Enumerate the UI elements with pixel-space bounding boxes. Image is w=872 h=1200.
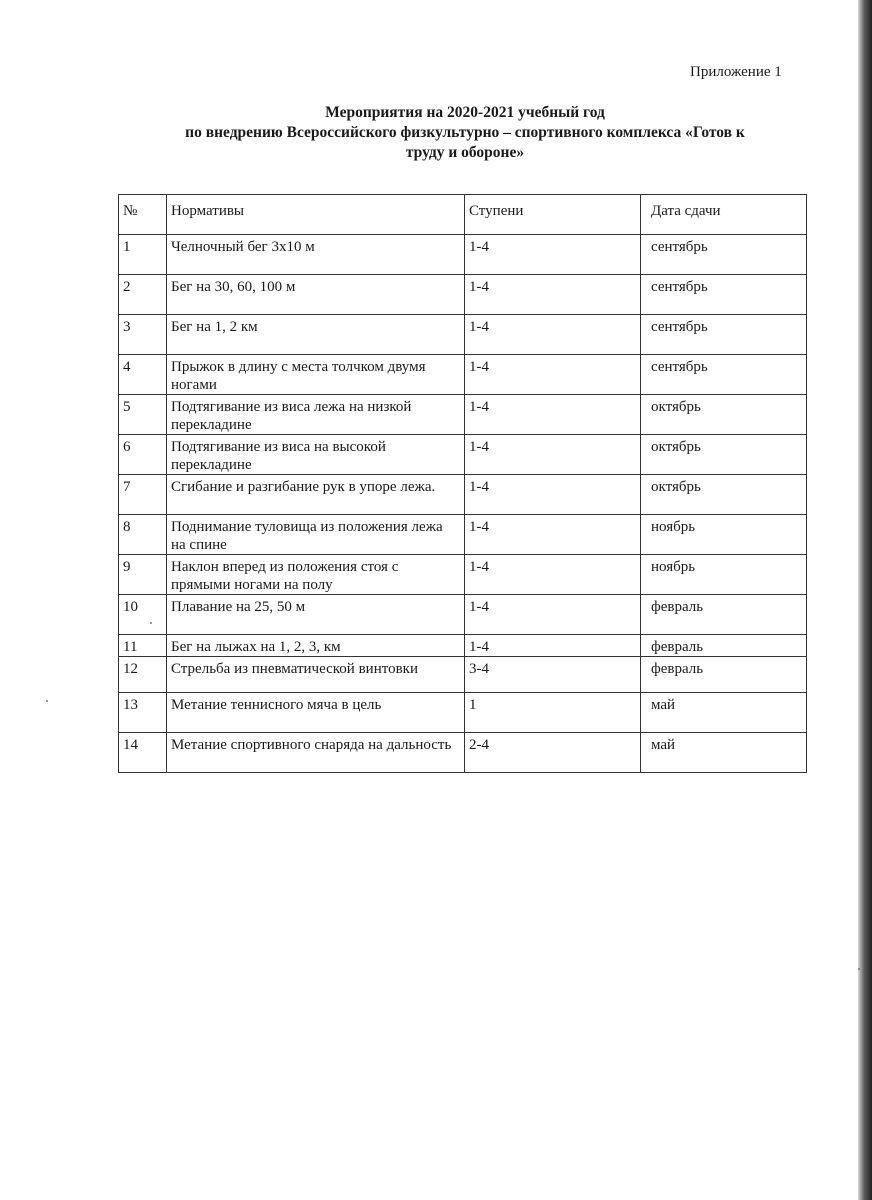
row-level: 1 <box>465 693 641 733</box>
row-name: Сгибание и разгибание рук в упоре лежа. <box>167 475 465 515</box>
document-title <box>140 103 790 163</box>
row-name: Челночный бег 3х10 м <box>167 235 465 275</box>
row-date: сентябрь <box>641 275 807 315</box>
row-level: 3-4 <box>465 657 641 693</box>
row-level: 1-4 <box>465 395 641 435</box>
row-date: май <box>641 693 807 733</box>
row-name: Метание спортивного снаряда на дальность <box>167 733 465 773</box>
table-row <box>119 635 807 657</box>
row-name: Подтягивание из виса на высокой перекладине <box>167 435 465 475</box>
title-line-1: Мероприятия на 2020-2021 учебный год <box>325 104 605 121</box>
row-date: октябрь <box>641 475 807 515</box>
row-level: 1-4 <box>465 355 641 395</box>
table-row <box>119 235 807 275</box>
row-level: 1-4 <box>465 275 641 315</box>
table-header-row <box>119 195 807 235</box>
table-row <box>119 555 807 595</box>
header-num: № <box>119 195 167 235</box>
scan-speck <box>150 622 152 624</box>
table-row <box>119 693 807 733</box>
row-num: 7 <box>119 475 167 515</box>
norms-table <box>118 194 807 773</box>
table-row <box>119 435 807 475</box>
row-date: ноябрь <box>641 515 807 555</box>
row-num: 4 <box>119 355 167 395</box>
row-name: Поднимание туловища из положения лежа на спине <box>167 515 465 555</box>
row-date: февраль <box>641 657 807 693</box>
row-name: Стрельба из пневматической винтовки <box>167 657 465 693</box>
table-row <box>119 595 807 635</box>
table-row <box>119 395 807 435</box>
row-level: 1-4 <box>465 235 641 275</box>
row-num: 11 <box>119 635 167 657</box>
row-name: Подтягивание из виса лежа на низкой перекладине <box>167 395 465 435</box>
row-name: Плавание на 25, 50 м <box>167 595 465 635</box>
row-level: 1-4 <box>465 635 641 657</box>
row-num: 13 <box>119 693 167 733</box>
row-num: 5 <box>119 395 167 435</box>
row-num: 2 <box>119 275 167 315</box>
row-level: 2-4 <box>465 733 641 773</box>
table-row <box>119 657 807 693</box>
row-date: февраль <box>641 595 807 635</box>
header-date: Дата сдачи <box>641 195 807 235</box>
table-row <box>119 733 807 773</box>
row-date: сентябрь <box>641 355 807 395</box>
row-date: сентябрь <box>641 235 807 275</box>
row-num: 14 <box>119 733 167 773</box>
title-line-2: по внедрению Всероссийского физкультурно – спортивного комплекса «Готов к <box>185 124 745 141</box>
row-date: сентябрь <box>641 315 807 355</box>
header-level: Ступени <box>465 195 641 235</box>
row-num: 3 <box>119 315 167 355</box>
scan-speck <box>46 700 48 702</box>
row-num: 12 <box>119 657 167 693</box>
row-level: 1-4 <box>465 475 641 515</box>
row-level: 1-4 <box>465 595 641 635</box>
title-line-3: труду и обороне» <box>405 144 525 161</box>
table-row <box>119 315 807 355</box>
row-name: Бег на 1, 2 км <box>167 315 465 355</box>
row-date: май <box>641 733 807 773</box>
row-num: 1 <box>119 235 167 275</box>
row-num: 10 <box>119 595 167 635</box>
row-name: Метание теннисного мяча в цель <box>167 693 465 733</box>
table-row <box>119 515 807 555</box>
row-level: 1-4 <box>465 315 641 355</box>
appendix-label: Приложение 1 <box>690 64 782 80</box>
row-level: 1-4 <box>465 435 641 475</box>
table-row <box>119 475 807 515</box>
row-name: Бег на 30, 60, 100 м <box>167 275 465 315</box>
row-num: 6 <box>119 435 167 475</box>
row-level: 1-4 <box>465 515 641 555</box>
row-num: 8 <box>119 515 167 555</box>
row-date: октябрь <box>641 395 807 435</box>
row-date: ноябрь <box>641 555 807 595</box>
table-row <box>119 355 807 395</box>
row-level: 1-4 <box>465 555 641 595</box>
row-name: Наклон вперед из положения стоя с прямыми ногами на полу <box>167 555 465 595</box>
scan-speck <box>858 968 860 970</box>
row-num: 9 <box>119 555 167 595</box>
row-name: Бег на лыжах на 1, 2, 3, км <box>167 635 465 657</box>
row-date: февраль <box>641 635 807 657</box>
row-name: Прыжок в длину с места толчком двумя ногами <box>167 355 465 395</box>
row-date: октябрь <box>641 435 807 475</box>
scan-edge <box>858 0 872 1200</box>
table-row <box>119 275 807 315</box>
header-name: Нормативы <box>167 195 465 235</box>
